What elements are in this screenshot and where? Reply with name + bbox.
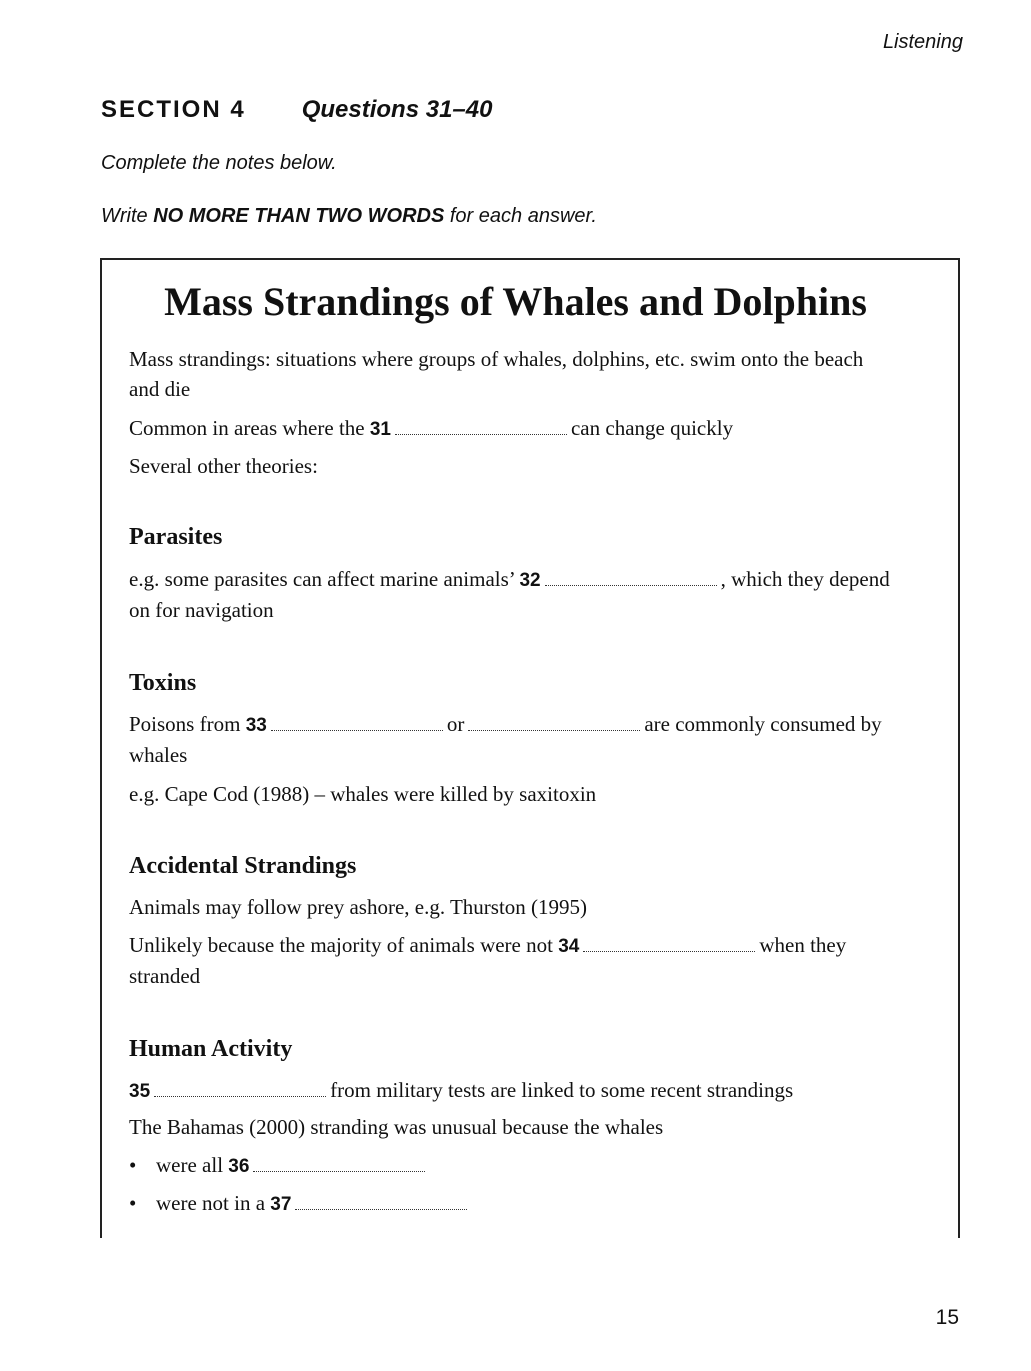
question-number: 33 — [245, 715, 267, 736]
note-text: e.g. some parasites can affect marine animals’ — [129, 567, 520, 591]
answer-gap-32[interactable] — [545, 571, 717, 586]
question-36-bullet — [129, 1150, 429, 1182]
note-line: whales — [129, 743, 188, 767]
intro-line: and die — [129, 377, 191, 401]
note-line: on for navigation — [129, 598, 274, 622]
question-37-bullet — [129, 1188, 471, 1220]
notes-title: Mass Strandings of Whales and Dolphins — [164, 279, 867, 324]
answer-gap-37[interactable] — [295, 1195, 467, 1210]
question-35-line — [129, 1075, 793, 1107]
instruction-text: Write — [101, 205, 154, 227]
note-text: were not in a — [156, 1191, 271, 1215]
answer-gap-35[interactable] — [154, 1082, 326, 1097]
running-header: Listening — [882, 31, 963, 53]
accidental-strandings-heading: Accidental Strandings — [129, 853, 357, 879]
question-number: 34 — [558, 936, 580, 957]
bullet-marker: • — [129, 1191, 137, 1215]
question-number: 36 — [228, 1156, 250, 1177]
note-text: or — [446, 712, 465, 736]
section-title: SECTION 4 — [101, 96, 246, 123]
note-text: Poisons from — [129, 712, 246, 736]
note-line: Animals may follow prey ashore, e.g. Thurston (1995) — [129, 895, 588, 919]
parasites-heading: Parasites — [129, 524, 223, 550]
question-33-line — [129, 709, 882, 741]
question-number: 31 — [369, 419, 391, 440]
question-number: 35 — [129, 1081, 151, 1102]
instruction-text: for each answer. — [444, 205, 597, 227]
question-number: 32 — [519, 570, 541, 591]
question-32-line — [129, 564, 890, 596]
note-line: stranded — [129, 964, 201, 988]
note-text: can change quickly — [570, 416, 734, 440]
question-34-line — [129, 930, 846, 962]
note-text: were all — [156, 1153, 229, 1177]
note-text: Common in areas where the — [129, 416, 370, 440]
answer-gap-33a[interactable] — [271, 716, 443, 731]
toxins-heading: Toxins — [129, 670, 197, 696]
answer-gap-33b[interactable] — [468, 716, 640, 731]
note-line: The Bahamas (2000) stranding was unusual because the whales — [129, 1115, 664, 1139]
question-number: 37 — [270, 1194, 292, 1215]
instruction-line-2 — [101, 205, 597, 228]
note-line: e.g. Cape Cod (1988) – whales were killed by saxitoxin — [129, 782, 597, 806]
note-text: Unlikely because the majority of animals were not — [129, 933, 559, 957]
note-text: from military tests are linked to some recent strandings — [330, 1078, 794, 1102]
answer-gap-36[interactable] — [253, 1157, 425, 1172]
answer-gap-31[interactable] — [395, 420, 567, 435]
page-number: 15 — [935, 1306, 959, 1329]
note-text: are commonly consumed by — [644, 712, 882, 736]
note-text: , which they depend — [720, 567, 890, 591]
question-31-line — [129, 413, 733, 445]
question-range: Questions 31–40 — [301, 96, 493, 123]
instruction-line-1: Complete the notes below. — [101, 152, 337, 174]
bullet-marker: • — [129, 1153, 137, 1177]
section-heading — [101, 96, 492, 124]
note-text: when they — [759, 933, 847, 957]
answer-gap-34[interactable] — [583, 937, 755, 952]
instruction-emphasis: NO MORE THAN TWO WORDS — [153, 205, 445, 227]
human-activity-heading: Human Activity — [129, 1036, 293, 1062]
theories-line: Several other theories: — [129, 454, 318, 478]
intro-line: Mass strandings: situations where groups of whales, dolphins, etc. swim onto the beach — [129, 347, 864, 371]
